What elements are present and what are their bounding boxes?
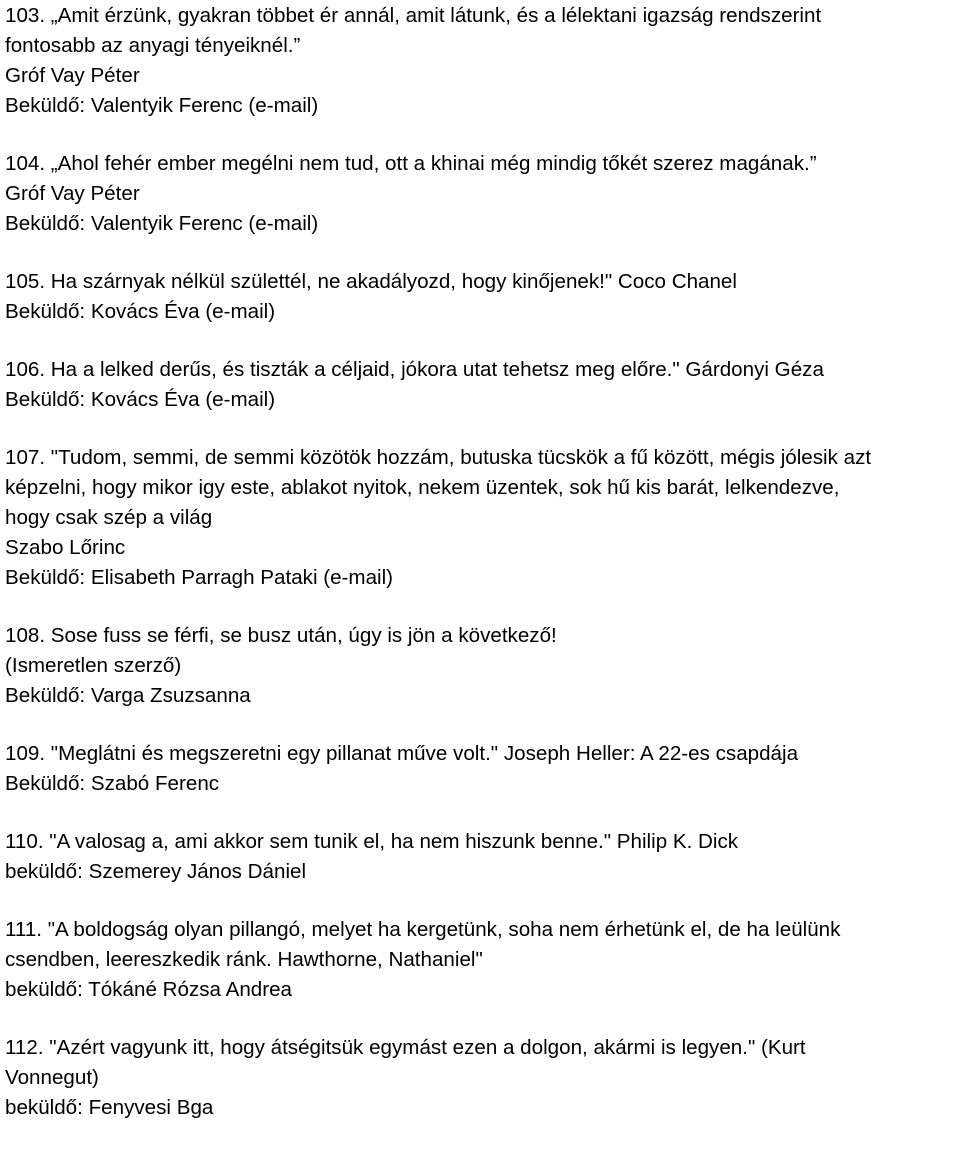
quote-text-line: 104. „Ahol fehér ember megélni nem tud, ott a khinai még mindig tőkét szerez magának.”: [5, 152, 817, 175]
quote-text-line: fontosabb az anyagi tényeiknél.”: [5, 34, 301, 57]
quote-entry-105: [5, 267, 955, 327]
quote-author: Gróf Vay Péter: [5, 182, 140, 205]
quote-text-line: Vonnegut): [5, 1066, 99, 1089]
quote-submitter: Beküldő: Szabó Ferenc: [5, 772, 220, 795]
quote-submitter: beküldő: Tókáné Rózsa Andrea: [5, 978, 292, 1001]
quote-entry-111: [5, 915, 955, 1005]
quote-submitter: Beküldő: Valentyik Ferenc (e-mail): [5, 94, 319, 117]
quote-author: (Ismeretlen szerző): [5, 654, 182, 677]
quote-author: Gróf Vay Péter: [5, 64, 140, 87]
quote-document: [5, 1, 955, 1151]
quote-text-line: 111. "A boldogság olyan pillangó, melyet ha kergetünk, soha nem érhetünk el, de ha leülünk: [5, 918, 841, 941]
quote-text-line: 105. Ha szárnyak nélkül születtél, ne akadályozd, hogy kinőjenek!" Coco Chanel: [5, 270, 737, 293]
quote-entry-110: [5, 827, 955, 887]
quote-submitter: Beküldő: Kovács Éva (e-mail): [5, 300, 276, 323]
quote-text-line: 107. "Tudom, semmi, de semmi közötök hozzám, butuska tücskök a fű között, mégis jólesik azt: [5, 446, 872, 469]
quote-submitter: Beküldő: Kovács Éva (e-mail): [5, 388, 276, 411]
quote-text-line: hogy csak szép a világ: [5, 506, 213, 529]
quote-text-line: 110. "A valosag a, ami akkor sem tunik el, ha nem hiszunk benne." Philip K. Dick: [5, 830, 739, 853]
quote-entry-106: [5, 355, 955, 415]
quote-text-line: 106. Ha a lelked derűs, és tiszták a céljaid, jókora utat tehetsz meg előre." Gárdonyi Géza: [5, 358, 824, 381]
quote-text-line: 112. "Azért vagyunk itt, hogy átségitsük egymást ezen a dolgon, akármi is legyen." (Kurt: [5, 1036, 806, 1059]
quote-entry-112: [5, 1033, 955, 1123]
quote-entry-103: [5, 1, 955, 121]
quote-text-line: 109. "Meglátni és megszeretni egy pillanat műve volt." Joseph Heller: A 22-es csapdája: [5, 742, 799, 765]
quote-submitter: Beküldő: Varga Zsuzsanna: [5, 684, 251, 707]
quote-submitter: beküldő: Fenyvesi Bga: [5, 1096, 214, 1119]
quote-entry-108: [5, 621, 955, 711]
quote-entry-107: [5, 443, 955, 593]
quote-text-line: 108. Sose fuss se férfi, se busz után, úgy is jön a következő!: [5, 624, 557, 647]
quote-entry-104: [5, 149, 955, 239]
quote-submitter: beküldő: Szemerey János Dániel: [5, 860, 307, 883]
quote-author: Szabo Lőrinc: [5, 536, 126, 559]
quote-submitter: Beküldő: Elisabeth Parragh Pataki (e-mail): [5, 566, 394, 589]
quote-text-line: 103. „Amit érzünk, gyakran többet ér annál, amit látunk, és a lélektani igazság rendszerint: [5, 4, 822, 27]
quote-entry-109: [5, 739, 955, 799]
quote-submitter: Beküldő: Valentyik Ferenc (e-mail): [5, 212, 319, 235]
quote-text-line: képzelni, hogy mikor igy este, ablakot nyitok, nekem üzentek, sok hű kis barát, lelkendezve,: [5, 476, 840, 499]
quote-text-line: csendben, leereszkedik ránk. Hawthorne, Nathaniel": [5, 948, 483, 971]
